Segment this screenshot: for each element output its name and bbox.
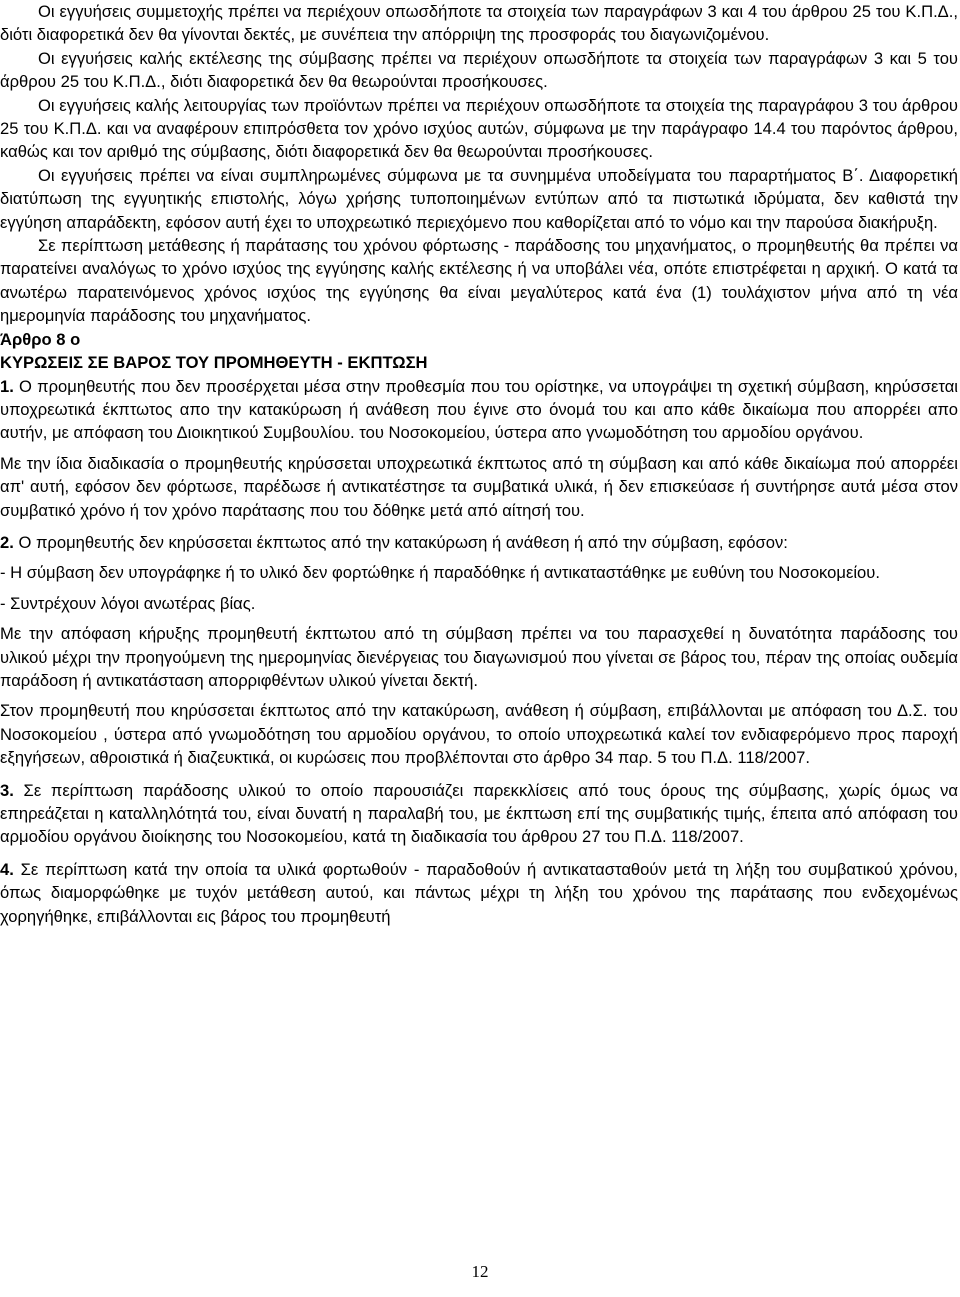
article-title: Άρθρο 8 ο xyxy=(0,329,81,349)
section-4-paragraph xyxy=(0,858,960,928)
section-number: 4. xyxy=(0,859,14,879)
page-number: 12 xyxy=(471,1262,489,1281)
section-2-item-2: - Συντρέχουν λόγοι ανωτέρας βίας. xyxy=(0,593,256,613)
section-number: 3. xyxy=(0,780,14,800)
section-number: 2. xyxy=(0,532,14,552)
section-2-para-2: Στον προμηθευτή που κηρύσσεται έκπτωτος από την κατακύρωση, ανάθεση ή σύμβαση, επιβάλλονται με απόφαση του Δ.Σ. του Νοσοκομείου , ύστερα από γνωμοδότηση του αρμοδίου οργάνου, το οποίο υποχρεωτικά καλεί τον ενδιαφερόμενο προς παροχή εξηγήσεων, αθροιστικά ή διαζευκτικά, οι κυρώσεις που προβλέπονται στο άρθρο 34 παρ. 5 του Π.Δ. 118/2007. xyxy=(0,701,958,768)
section-2-item-1: - Η σύμβαση δεν υπογράφηκε ή το υλικό δεν φορτώθηκε ή παραδόθηκε ή αντικαταστάθηκε με ευθύνη του Νοσοκομείου. xyxy=(0,563,880,583)
section-3-paragraph xyxy=(0,779,960,849)
section-2-para-1: Με την απόφαση κήρυξης προμηθευτή έκπτωτου από τη σύμβαση πρέπει να του παρασχεθεί η δυνατότητα παράδοσης του υλικού μέχρι την προηγούμενη της ημερομηνίας διενέργειας του διαγωνισμού που γίνεται σε βάρος του, πέραν της οποίας ουδεμία παράδοση ή αντικατάσταση απορριφθέντων υλικού γίνεται δεκτή. xyxy=(0,624,958,690)
section-text: Σε περίπτωση παράδοσης υλικού το οποίο παρουσιάζει παρεκκλίσεις από τους όρους της σύμβασης, χωρίς όμως να επηρεάζεται η καταλληλότητά του, είναι δυνατή η παραλαβή του, με έκπτωση επί της συμβατικής τιμής, έπειτα από απόφαση του αρμοδίου οργάνου διοίκησης του Νοσοκομείου, κατά τη διαδικασία του άρθρου 27 του Π.Δ. 118/2007. xyxy=(0,780,958,847)
paragraph-performance-guarantees: Οι εγγυήσεις καλής εκτέλεσης της σύμβασης πρέπει να περιέχουν οπωσδήποτε τα στοιχεία των παραγράφων 3 και 5 του άρθρου 25 του Κ.Π.Δ., διότι διαφορετικά δεν θα θεωρούνται προσήκουσες. xyxy=(0,48,958,92)
section-2-paragraph xyxy=(0,531,960,554)
section-text: Ο προμηθευτής δεν κηρύσσεται έκπτωτος από την κατακύρωση ή ανάθεση ή από την σύμβαση, εφόσον: xyxy=(13,532,788,552)
paragraph-participation-guarantees: Οι εγγυήσεις συμμετοχής πρέπει να περιέχουν οπωσδήποτε τα στοιχεία των παραγράφων 3 και 4 του άρθρου 25 του Κ.Π.Δ., διότι διαφορετικά δεν θα γίνονται δεκτές, με συνέπεια την απόρριψη της προσφοράς του διαγωνιζομένου. xyxy=(0,2,958,45)
section-number: 1. xyxy=(0,376,14,396)
section-1-continuation: Με την ίδια διαδικασία ο προμηθευτής κηρύσσεται υποχρεωτικά έκπτωτος από τη σύμβαση και από κάθε δικαίωμα πού απορρέει απ' αυτή, εφόσον δεν φόρτωσε, παρέδωσε ή αντικατέστησε τα συμβατικά υλικά, ή δεν επισκεύασε ή συντήρησε αυτά μέσα στον συμβατικό χρόνο ή τον χρόνο παράτασης που του δόθηκε μετά από αίτησή του. xyxy=(0,453,958,520)
paragraph-operation-guarantees: Οι εγγυήσεις καλής λειτουργίας των προϊόντων πρέπει να περιέχουν οπωσδήποτε τα στοιχεία της παραγράφου 3 του άρθρου 25 του Κ.Π.Δ. και να αναφέρουν επιπρόσθετα τον χρόνο ισχύος αυτών, σύμφωνα με την παράγραφο 14.4 του παρόντος άρθρου, καθώς και τον αριθμό της σύμβασης, διότι διαφορετικά δεν θα θεωρούνται προσήκουσες. xyxy=(0,95,958,162)
section-text: Σε περίπτωση κατά την οποία τα υλικά φορτωθούν - παραδοθούν ή αντικατασταθούν μετά τη λήξη του συμβατικού χρόνου, όπως διαμορφώθηκε με τυχόν μετάθεση αυτού, και πάντως μέχρι τη λήξη του χρόνου της παράτασης που ενδεχομένως χορηγήθηκε, επιβάλλονται εις βάρος του προμηθευτή xyxy=(0,859,958,926)
section-text: Ο προμηθευτής που δεν προσέρχεται μέσα στην προθεσμία που του ορίστηκε, να υπογράψει τη σχετική σύμβαση, κηρύσσεται υποχρεωτικά έκπτωτος απο την κατακύρωση ή ανάθεση που έγινε στο όνομά του και απο κάθε δικαίωμα που απορρέει απο αυτήν, με απόφαση του Διοικητικού Συμβουλίου. του Νοσοκομείου, ύστερα απο γνωμοδότηση του αρμοδίου οργάνου. xyxy=(0,376,958,443)
paragraph-guarantee-templates: Οι εγγυήσεις πρέπει να είναι συμπληρωμένες σύμφωνα με τα συνημμένα υποδείγματα του παραρτήματος Β΄. Διαφορετική διατύπωση της εγγυητικής επιστολής, λόγω χρήσης τυποποιημένων εντύπων από τα πιστωτικά ιδρύματα, δεν καθιστά την εγγύηση απαράδεκτη, εφόσον αυτή έχει το υποχρεωτικό περιεχόμενο που καθορίζεται από το νόμο και την παρούσα διακήρυξη. xyxy=(0,165,958,232)
section-1-paragraph xyxy=(0,375,960,445)
paragraph-delivery-extension: Σε περίπτωση μετάθεσης ή παράτασης του χρόνου φόρτωσης - παράδοσης του μηχανήματος, ο προμηθευτής θα πρέπει να παρατείνει αναλόγως το χρόνο ισχύος της εγγύησης καλής εκτέλεσης ή να υποβάλει νέα, οπότε επιστρέφεται η αρχική. Ο κατά τα ανωτέρω παρατεινόμενος χρόνος ισχύος της εγγύησης θα είναι μεγαλύτερος κατά ένα (1) τουλάχιστον μήνα από τη νέα ημερομηνία παράδοσης του μηχανήματος. xyxy=(0,236,958,326)
article-subtitle: ΚΥΡΩΣΕΙΣ ΣΕ ΒΑΡΟΣ ΤΟΥ ΠΡΟΜΗΘΕΥΤΗ - ΕΚΠΤΩΣΗ xyxy=(0,353,428,373)
